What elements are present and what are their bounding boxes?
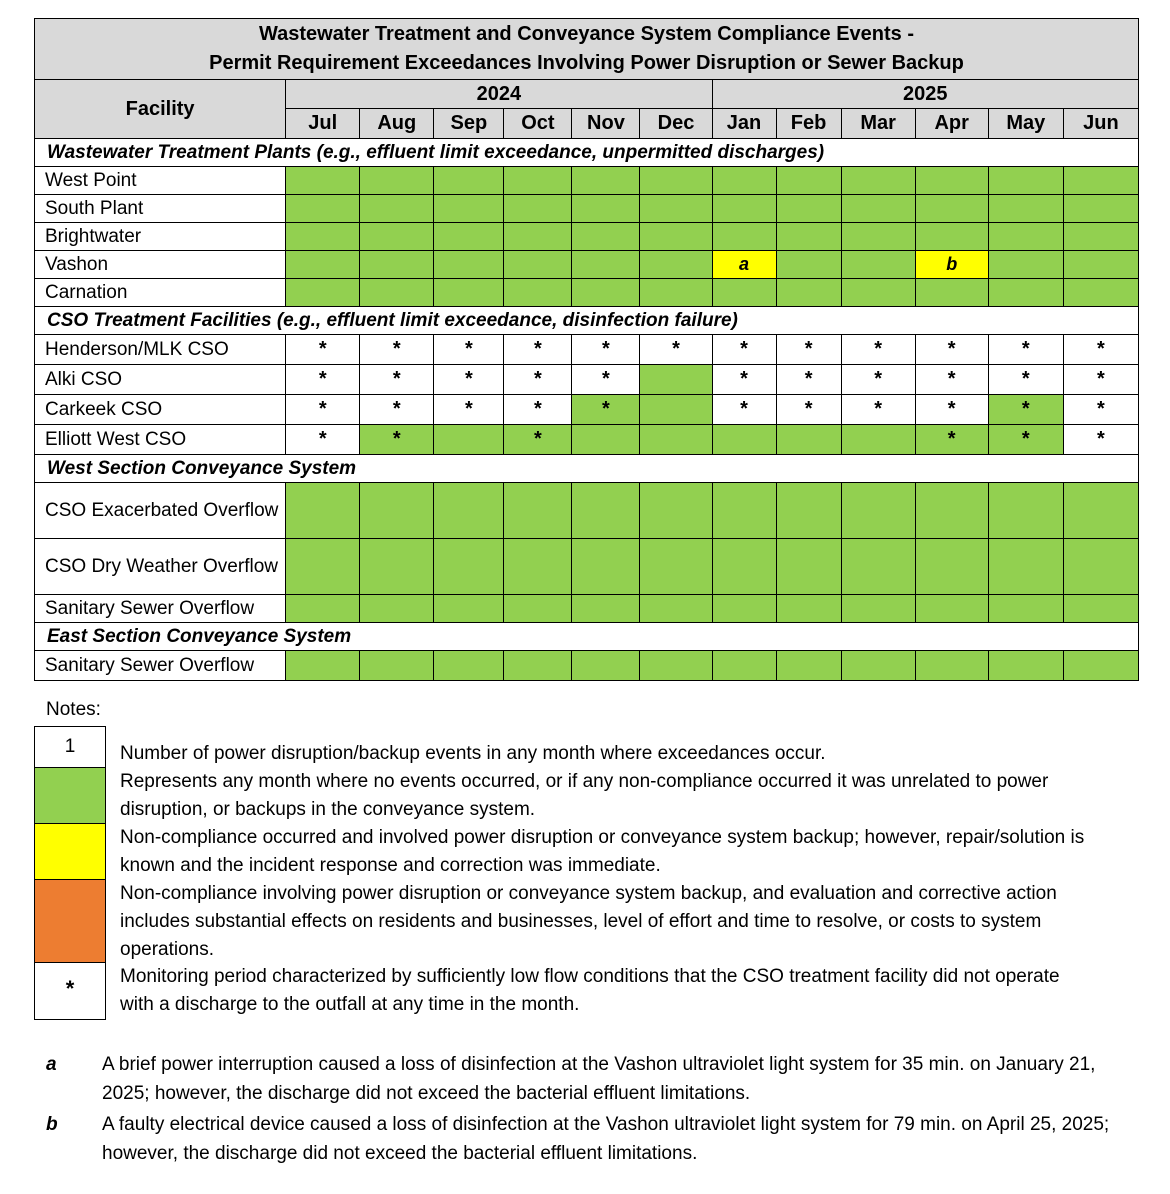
- section-header-row: [35, 307, 1139, 335]
- status-cell: [776, 223, 841, 251]
- status-cell-no-discharge: *: [841, 395, 915, 425]
- status-cell-no-discharge: *: [841, 335, 915, 365]
- month-header: Apr: [915, 109, 988, 139]
- month-header: Sep: [434, 109, 504, 139]
- month-header: Nov: [572, 109, 640, 139]
- status-cell: [572, 167, 640, 195]
- status-cell: [712, 595, 776, 623]
- status-cell: [504, 595, 572, 623]
- status-cell: [434, 279, 504, 307]
- legend-text-count: Number of power disruption/backup events in any month where exceedances occur.: [120, 743, 826, 764]
- status-cell-no-discharge: *: [712, 365, 776, 395]
- status-cell-no-discharge: *: [434, 335, 504, 365]
- status-cell: [360, 223, 434, 251]
- status-cell: [286, 195, 360, 223]
- footnote-text-a: A brief power interruption caused a loss of disinfection at the Vashon ultraviolet light system for 35 min. on January 21, 2025; however, the discharge did not exceed the bacterial effluent limitations.: [102, 1054, 1096, 1104]
- legend-text-yellow: Non-compliance occurred and involved power disruption or conveyance system backup; however, repair/solution is known and the incident response and correction was immediate.: [120, 827, 1085, 876]
- month-header: Feb: [776, 109, 841, 139]
- facility-name: Alki CSO: [35, 365, 286, 395]
- table-row: [35, 251, 1139, 279]
- status-cell: [776, 651, 841, 681]
- status-cell: [988, 251, 1063, 279]
- status-cell-no-discharge: *: [841, 365, 915, 395]
- status-cell: [504, 223, 572, 251]
- status-cell-no-discharge: *: [988, 335, 1063, 365]
- status-cell: [572, 595, 640, 623]
- status-cell: [572, 425, 640, 455]
- status-cell: [572, 651, 640, 681]
- status-cell: [712, 425, 776, 455]
- table-row: [35, 223, 1139, 251]
- status-cell: [1063, 223, 1138, 251]
- status-cell: [841, 223, 915, 251]
- status-cell-no-discharge: *: [915, 365, 988, 395]
- status-cell: [572, 539, 640, 595]
- table-row: [35, 483, 1139, 539]
- year-header-2024: 2024: [286, 80, 712, 109]
- status-cell: [360, 651, 434, 681]
- status-cell: [1063, 251, 1138, 279]
- status-cell: [988, 195, 1063, 223]
- status-cell: [776, 425, 841, 455]
- status-cell-no-discharge: *: [572, 365, 640, 395]
- status-cell-no-discharge: *: [360, 365, 434, 395]
- status-cell: [572, 223, 640, 251]
- footnote-key-b: b: [46, 1114, 58, 1135]
- status-cell-no-discharge: *: [988, 365, 1063, 395]
- status-cell: [640, 539, 712, 595]
- status-cell-no-discharge: *: [572, 395, 640, 425]
- status-cell: [1063, 279, 1138, 307]
- status-cell: [640, 425, 712, 455]
- status-cell-no-discharge: *: [988, 395, 1063, 425]
- status-cell: [712, 279, 776, 307]
- status-cell: [712, 195, 776, 223]
- table-row: [35, 195, 1139, 223]
- section-title: CSO Treatment Facilities (e.g., effluent limit exceedance, disinfection failure): [35, 307, 1139, 335]
- status-cell: [841, 279, 915, 307]
- status-cell: [504, 279, 572, 307]
- status-cell: [286, 167, 360, 195]
- status-cell-no-discharge: *: [572, 335, 640, 365]
- compliance-table-container: [34, 18, 1139, 681]
- status-cell: [434, 651, 504, 681]
- status-cell: [1063, 195, 1138, 223]
- status-cell: [988, 651, 1063, 681]
- status-cell: [434, 483, 504, 539]
- status-cell: [640, 395, 712, 425]
- status-cell-no-discharge: *: [504, 335, 572, 365]
- month-header: May: [988, 109, 1063, 139]
- status-cell: [640, 167, 712, 195]
- status-cell: [988, 167, 1063, 195]
- year-header-2025: 2025: [712, 80, 1138, 109]
- status-cell: [504, 251, 572, 279]
- footnote-key-a: a: [46, 1054, 57, 1075]
- table-row: [35, 279, 1139, 307]
- facility-name: Henderson/MLK CSO: [35, 335, 286, 365]
- status-cell-no-discharge: *: [1063, 365, 1138, 395]
- status-cell-no-discharge: *: [1063, 395, 1138, 425]
- status-cell-no-discharge: *: [286, 425, 360, 455]
- status-cell: [286, 251, 360, 279]
- month-header: Oct: [504, 109, 572, 139]
- status-cell: [915, 595, 988, 623]
- facility-name: CSO Exacerbated Overflow: [35, 483, 286, 539]
- status-cell-no-discharge: *: [776, 365, 841, 395]
- status-cell-no-discharge: *: [640, 335, 712, 365]
- status-cell: [1063, 539, 1138, 595]
- status-cell-no-discharge: *: [915, 425, 988, 455]
- status-cell-no-discharge: *: [712, 335, 776, 365]
- table-title: [35, 19, 1139, 80]
- status-cell: [504, 539, 572, 595]
- month-header: Dec: [640, 109, 712, 139]
- section-title: Wastewater Treatment Plants (e.g., effluent limit exceedance, unpermitted discharges): [35, 139, 1139, 167]
- facility-header: Facility: [35, 80, 286, 139]
- status-cell: [640, 651, 712, 681]
- section-header-row: [35, 623, 1139, 651]
- footnote-text-b: A faulty electrical device caused a loss of disinfection at the Vashon ultraviolet light system for 79 min. on April 25, 2025; however, the discharge did not exceed the bacterial effluent limitations.: [102, 1114, 1110, 1164]
- status-cell: [776, 595, 841, 623]
- status-cell: [841, 251, 915, 279]
- facility-name: Carnation: [35, 279, 286, 307]
- status-cell: [286, 595, 360, 623]
- status-cell-no-discharge: *: [360, 395, 434, 425]
- table-row: [35, 425, 1139, 455]
- legend-item-star: [34, 962, 1124, 1020]
- status-cell: [776, 251, 841, 279]
- table-title-line1: Wastewater Treatment and Conveyance System Compliance Events -: [258, 23, 915, 45]
- status-cell: [776, 539, 841, 595]
- status-cell: [915, 651, 988, 681]
- footnote-b: [46, 1110, 1126, 1170]
- status-cell: [434, 595, 504, 623]
- status-cell: [572, 279, 640, 307]
- status-cell: [841, 595, 915, 623]
- facility-name: Brightwater: [35, 223, 286, 251]
- legend-text-star: Monitoring period characterized by sufficiently low flow conditions that the CSO treatment facility did not operate with a discharge to the outfall at any time in the month.: [120, 966, 1060, 1015]
- table-row: [35, 167, 1139, 195]
- table-row: [35, 595, 1139, 623]
- status-cell-no-discharge: *: [434, 365, 504, 395]
- status-cell: [640, 279, 712, 307]
- status-cell-no-discharge: *: [286, 335, 360, 365]
- status-cell: [1063, 651, 1138, 681]
- status-cell: [841, 167, 915, 195]
- month-header: Jul: [286, 109, 360, 139]
- status-cell: [712, 223, 776, 251]
- status-cell-no-discharge: *: [776, 395, 841, 425]
- status-cell: [434, 223, 504, 251]
- status-cell: [640, 223, 712, 251]
- status-cell: [776, 483, 841, 539]
- table-row: [35, 395, 1139, 425]
- legend-swatch-green: [34, 767, 106, 824]
- status-cell: [434, 195, 504, 223]
- status-cell-event: a: [712, 251, 776, 279]
- year-row: [35, 80, 1139, 109]
- status-cell-no-discharge: *: [504, 425, 572, 455]
- status-cell: [915, 483, 988, 539]
- status-cell-no-discharge: *: [504, 365, 572, 395]
- facility-name: Carkeek CSO: [35, 395, 286, 425]
- status-cell: [572, 483, 640, 539]
- month-header: Mar: [841, 109, 915, 139]
- facility-name: Vashon: [35, 251, 286, 279]
- title-row: [35, 19, 1139, 80]
- month-header: Jan: [712, 109, 776, 139]
- status-cell: [640, 195, 712, 223]
- status-cell-no-discharge: *: [504, 395, 572, 425]
- table-row: [35, 539, 1139, 595]
- status-cell: [841, 483, 915, 539]
- status-cell: [286, 539, 360, 595]
- facility-name: Sanitary Sewer Overflow: [35, 595, 286, 623]
- status-cell: [712, 483, 776, 539]
- status-cell: [360, 595, 434, 623]
- legend-item-green: [34, 767, 1124, 824]
- status-cell: [915, 539, 988, 595]
- status-cell: [504, 167, 572, 195]
- section-header-row: [35, 455, 1139, 483]
- status-cell: [915, 167, 988, 195]
- status-cell-no-discharge: *: [434, 395, 504, 425]
- status-cell-no-discharge: *: [360, 425, 434, 455]
- status-cell: [841, 425, 915, 455]
- legend-swatch-orange: [34, 879, 106, 963]
- status-cell: [286, 223, 360, 251]
- status-cell: [572, 195, 640, 223]
- month-header: Aug: [360, 109, 434, 139]
- status-cell: [776, 279, 841, 307]
- legend-swatch-yellow: [34, 823, 106, 880]
- status-cell-event: b: [915, 251, 988, 279]
- section-header-row: [35, 139, 1139, 167]
- status-cell: [360, 539, 434, 595]
- status-cell: [1063, 167, 1138, 195]
- status-cell: [434, 539, 504, 595]
- table-body: [35, 139, 1139, 681]
- facility-name: South Plant: [35, 195, 286, 223]
- compliance-table: [34, 18, 1139, 681]
- status-cell-no-discharge: *: [776, 335, 841, 365]
- legend-text-green: Represents any month where no events occurred, or if any non-compliance occurred it was unrelated to power disruption, or backups in the conveyance system.: [120, 771, 1049, 820]
- section-title: East Section Conveyance System: [35, 623, 1139, 651]
- section-title: West Section Conveyance System: [35, 455, 1139, 483]
- footnote-a: [46, 1050, 1126, 1110]
- legend-item-yellow: [34, 823, 1124, 880]
- status-cell: [1063, 595, 1138, 623]
- status-cell: [1063, 483, 1138, 539]
- status-cell: [776, 167, 841, 195]
- status-cell: [504, 483, 572, 539]
- status-cell: [640, 365, 712, 395]
- status-cell: [434, 167, 504, 195]
- table-title-line2: Permit Requirement Exceedances Involving Power Disruption or Sewer Backup: [209, 52, 964, 74]
- status-cell: [841, 651, 915, 681]
- status-cell: [988, 279, 1063, 307]
- status-cell: [360, 251, 434, 279]
- status-cell: [286, 483, 360, 539]
- status-cell: [360, 279, 434, 307]
- status-cell: [841, 539, 915, 595]
- status-cell: [434, 251, 504, 279]
- status-cell: [360, 167, 434, 195]
- status-cell: [915, 195, 988, 223]
- status-cell-no-discharge: *: [286, 365, 360, 395]
- status-cell: [915, 279, 988, 307]
- status-cell: [640, 595, 712, 623]
- legend-swatch-count: 1: [34, 726, 106, 768]
- status-cell: [504, 651, 572, 681]
- legend-swatch-star: *: [34, 962, 106, 1020]
- legend-item-count: [34, 726, 1124, 766]
- status-cell: [915, 223, 988, 251]
- status-cell: [988, 595, 1063, 623]
- status-cell: [988, 539, 1063, 595]
- status-cell-no-discharge: *: [360, 335, 434, 365]
- status-cell-no-discharge: *: [915, 335, 988, 365]
- status-cell-no-discharge: *: [1063, 425, 1138, 455]
- status-cell-no-discharge: *: [712, 395, 776, 425]
- legend-text-orange: Non-compliance involving power disruption or conveyance system backup, and evaluation and corrective action includes substantial effects on residents and businesses, level of effort and time to resolve, or costs to system operations.: [120, 883, 1057, 960]
- status-cell-no-discharge: *: [915, 395, 988, 425]
- status-cell: [286, 651, 360, 681]
- status-cell: [988, 223, 1063, 251]
- facility-name: CSO Dry Weather Overflow: [35, 539, 286, 595]
- status-cell: [572, 251, 640, 279]
- table-row: [35, 365, 1139, 395]
- legend-item-orange: [34, 879, 1124, 963]
- facility-name: West Point: [35, 167, 286, 195]
- status-cell: [434, 425, 504, 455]
- status-cell: [286, 279, 360, 307]
- status-cell-no-discharge: *: [1063, 335, 1138, 365]
- status-cell: [360, 195, 434, 223]
- month-header: Jun: [1063, 109, 1138, 139]
- status-cell: [712, 539, 776, 595]
- status-cell: [640, 483, 712, 539]
- status-cell: [504, 195, 572, 223]
- table-row: [35, 651, 1139, 681]
- status-cell: [640, 251, 712, 279]
- status-cell: [988, 483, 1063, 539]
- facility-name: Elliott West CSO: [35, 425, 286, 455]
- notes-label: Notes:: [46, 699, 101, 720]
- status-cell: [841, 195, 915, 223]
- status-cell: [712, 167, 776, 195]
- facility-name: Sanitary Sewer Overflow: [35, 651, 286, 681]
- status-cell: [776, 195, 841, 223]
- status-cell-no-discharge: *: [286, 395, 360, 425]
- table-row: [35, 335, 1139, 365]
- status-cell: [360, 483, 434, 539]
- status-cell-no-discharge: *: [988, 425, 1063, 455]
- status-cell: [712, 651, 776, 681]
